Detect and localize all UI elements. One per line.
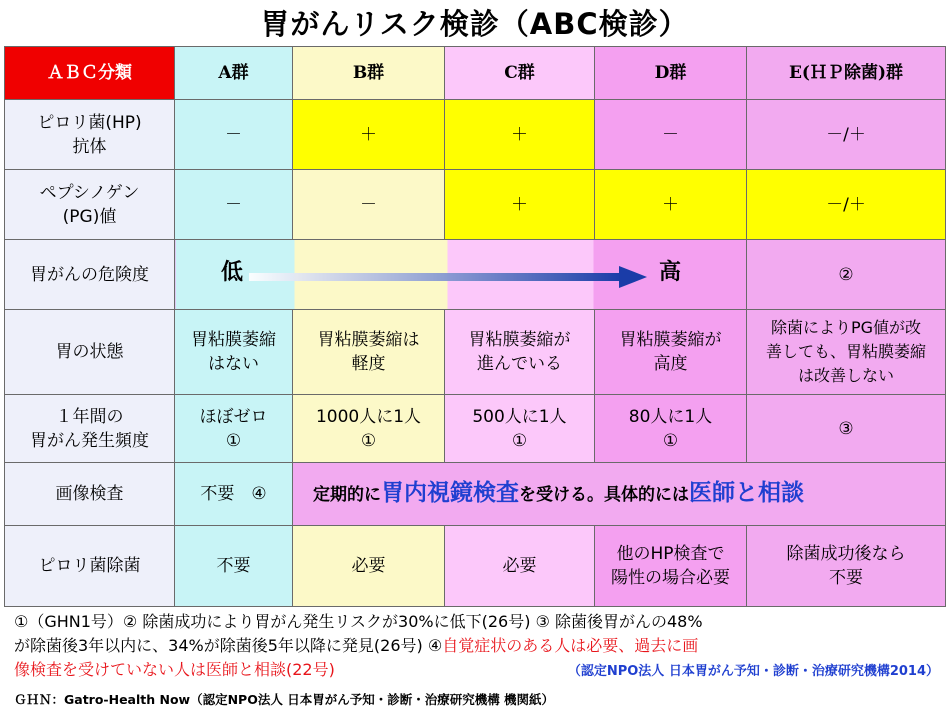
- header-group-e: E(ＨＰ除菌)群: [747, 47, 946, 100]
- freq-b-line1: 1000人に1人: [315, 406, 422, 427]
- hp-e: －/＋: [747, 100, 946, 170]
- hp-b: ＋: [293, 100, 445, 170]
- hp-a: －: [175, 100, 293, 170]
- footnote-line-2: [14, 634, 944, 658]
- eradication-e: [747, 526, 946, 607]
- state-e-line3: は改善しない: [797, 366, 894, 385]
- hp-d: －: [595, 100, 747, 170]
- row-label-frequency: [5, 395, 175, 463]
- row-label-risk: 胃がんの危険度: [5, 240, 175, 310]
- row-label-pg-line2: (PG)値: [62, 206, 117, 227]
- state-d: [595, 310, 747, 395]
- risk-arrow-icon: [249, 266, 649, 288]
- hp-c: ＋: [445, 100, 595, 170]
- state-a-line1: 胃粘膜萎縮: [191, 330, 276, 350]
- row-label-state: 胃の状態: [5, 310, 175, 395]
- state-b-line2: 軽度: [351, 354, 386, 374]
- freq-d-note: ①: [662, 430, 679, 451]
- state-c: [445, 310, 595, 395]
- header-group-d: D群: [595, 47, 747, 100]
- pg-b: －: [293, 170, 445, 240]
- imaging-a: 不要 ④: [175, 463, 293, 526]
- pg-c: ＋: [445, 170, 595, 240]
- freq-c: [445, 395, 595, 463]
- header-group-a: A群: [175, 47, 293, 100]
- footnote-line-2-red: 自覚症状のある人は必要、過去に画: [442, 636, 699, 655]
- header-abc: ＡＢＣ分類: [5, 47, 175, 100]
- imaging-recommendation: [293, 463, 946, 526]
- eradication-b: 必要: [293, 526, 445, 607]
- eradication-d-line2: 陽性の場合必要: [611, 568, 730, 588]
- row-label-frequency-line2: 胃がん発生頻度: [30, 430, 149, 451]
- row-label-hp-line2: 抗体: [72, 136, 107, 157]
- source-credit: （認定NPO法人 日本胃がん予知・診断・治療研究機構2014）: [567, 664, 939, 679]
- freq-c-note: ①: [511, 430, 528, 451]
- state-d-line2: 高度: [653, 354, 688, 374]
- pg-e: －/＋: [747, 170, 946, 240]
- footnote-line-2-text: が除菌後3年以内に、34%が除菌後5年以降に発見(26号) ④: [14, 636, 443, 655]
- eradication-e-line2: 不要: [829, 568, 863, 588]
- risk-bar-cell: [175, 240, 747, 310]
- imaging-text-2: 胃内視鏡検査: [381, 480, 519, 506]
- freq-d-line1: 80人に1人: [628, 406, 713, 427]
- eradication-d-line1: 他のHP検査で: [616, 544, 725, 564]
- row-label-hp-line1: ピロリ菌(HP): [37, 112, 142, 133]
- risk-scale: [175, 255, 746, 295]
- state-e-line2: 善しても、胃粘膜萎縮: [765, 342, 926, 361]
- row-label-imaging: 画像検査: [5, 463, 175, 526]
- state-a: [175, 310, 293, 395]
- eradication-e-line1: 除菌成功後なら: [786, 544, 906, 564]
- state-c-line1: 胃粘膜萎縮が: [468, 330, 571, 350]
- footnote-line-1: ①（GHN1号）② 除菌成功により胃がん発生リスクが30%に低下(26号) ③ 除菌後胃がんの48%: [14, 612, 703, 631]
- risk-high-label: 高: [659, 259, 682, 285]
- row-label-eradication: ピロリ菌除菌: [5, 526, 175, 607]
- page-title: 胃がんリスク検診（ABC検診）: [260, 7, 689, 41]
- imaging-text-3: を受ける。具体的には: [519, 485, 689, 505]
- state-e: [747, 310, 946, 395]
- freq-d: [595, 395, 747, 463]
- row-label-pg: [5, 170, 175, 240]
- freq-e: ③: [747, 395, 946, 463]
- freq-c-line1: 500人に1人: [472, 406, 567, 427]
- state-d-line1: 胃粘膜萎縮が: [619, 330, 722, 350]
- imaging-text-1: 定期的に: [313, 485, 381, 505]
- row-label-hp: [5, 100, 175, 170]
- imaging-text-4: 医師と相談: [689, 480, 804, 506]
- risk-low-label: 低: [221, 259, 244, 285]
- state-b-line1: 胃粘膜萎縮は: [317, 330, 420, 350]
- freq-b: [293, 395, 445, 463]
- state-c-line2: 進んでいる: [477, 354, 562, 374]
- pg-d: ＋: [595, 170, 747, 240]
- pg-a: －: [175, 170, 293, 240]
- row-label-frequency-line1: １年間の: [55, 406, 124, 427]
- freq-a-line1: ほぼゼロ: [199, 406, 268, 427]
- header-group-b: B群: [293, 47, 445, 100]
- footnote-line-3: 像検査を受けていない人は医師と相談(22号): [14, 660, 335, 679]
- abc-table: [4, 46, 946, 607]
- ghn-note: ＧＨＮ：Gatro-Health Now（認定NPO法人 日本胃がん予知・診断・治療研究機構 機関紙）: [14, 692, 555, 707]
- state-e-line1: 除菌によりPG値が改: [770, 318, 922, 337]
- eradication-a: 不要: [175, 526, 293, 607]
- freq-a-note: ①: [225, 430, 242, 451]
- eradication-d: [595, 526, 747, 607]
- freq-b-note: ①: [360, 430, 377, 451]
- row-label-pg-line1: ペプシノゲン: [39, 182, 140, 203]
- eradication-c: 必要: [445, 526, 595, 607]
- state-a-line2: はない: [208, 354, 259, 374]
- freq-a: [175, 395, 293, 463]
- header-group-c: C群: [445, 47, 595, 100]
- state-b: [293, 310, 445, 395]
- risk-e: ②: [747, 240, 946, 310]
